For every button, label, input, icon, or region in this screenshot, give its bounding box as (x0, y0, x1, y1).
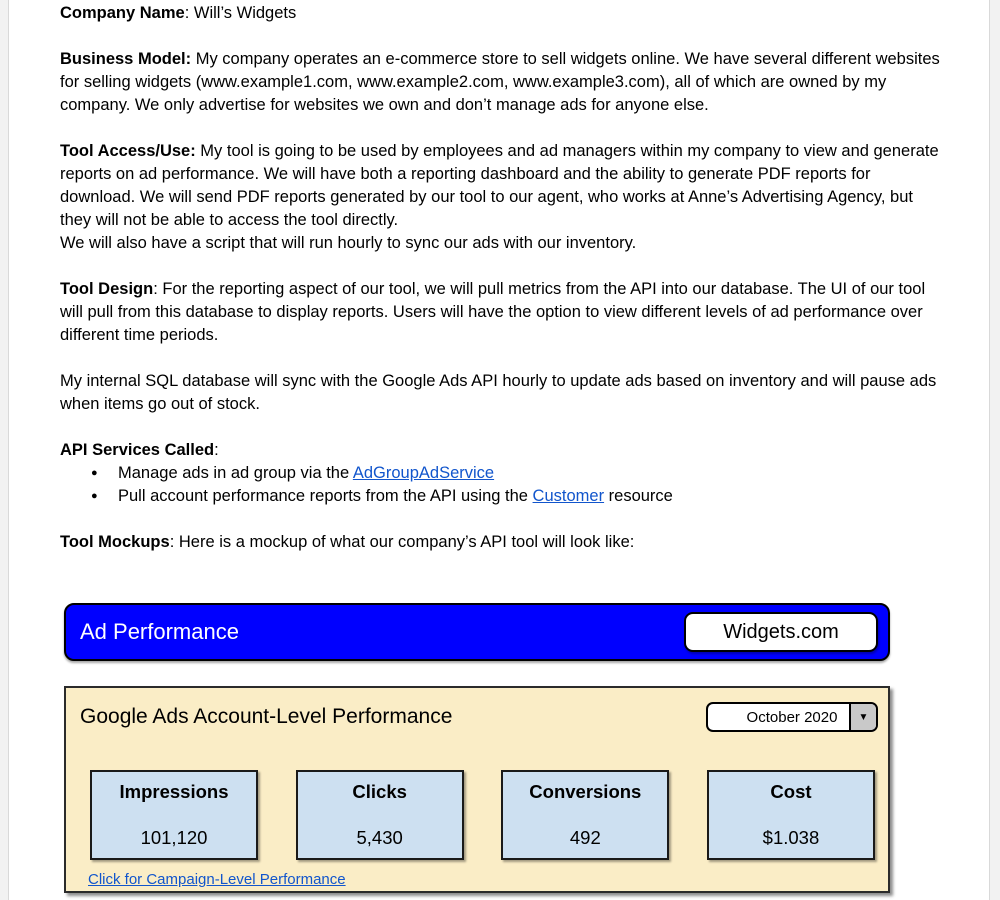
business-model-text: My company operates an e-commerce store to sell widgets online. We have several different websites for selling widgets (www.example1.com, www.example2.com, www.example3.com), all of which are owned by my company. We only advertise for websites we own and don’t manage ads for anyone else. (60, 50, 940, 114)
tool-design-text: : For the reporting aspect of our tool, we will pull metrics from the API into our database. The UI of our tool will pull from this database to display reports. Users will have the option to view different levels of ad performance over different time periods. (60, 280, 926, 344)
metric-card-cost (707, 770, 875, 860)
bullet-item: ● Pull account performance reports from the API using the Customer resource (60, 485, 940, 508)
metric-value: $1.038 (762, 827, 820, 848)
metric-value: 492 (569, 827, 601, 848)
paragraph-tool-mockups (60, 531, 940, 554)
page-edge-left (0, 0, 9, 900)
paragraph-tool-design (60, 278, 940, 347)
paragraph-tool-access (60, 140, 940, 255)
metric-label: Impressions (119, 781, 229, 802)
company-name-value: : Will’s Widgets (184, 4, 297, 22)
widgets-site-button[interactable]: Widgets.com (684, 612, 878, 652)
campaign-level-link[interactable]: Click for Campaign-Level Performance (88, 871, 346, 888)
api-services-heading: API Services Called: (60, 441, 219, 459)
period-dropdown[interactable] (706, 702, 878, 732)
metric-label: Clicks (352, 781, 407, 802)
api-services-list (60, 462, 940, 508)
paragraph-company-name (60, 2, 940, 25)
business-model-label: Business Model: (60, 50, 192, 68)
dropdown-arrow-icon[interactable]: ▼ (849, 704, 876, 730)
metric-label: Conversions (529, 781, 642, 802)
metric-value: 5,430 (356, 827, 403, 848)
customer-link[interactable]: Customer (532, 487, 605, 505)
tool-access-text-2: We will also have a script that will run hourly to sync our ads with our inventory. (60, 234, 637, 252)
metric-card-conversions (501, 770, 669, 860)
tool-design-label: Tool Design (60, 280, 154, 298)
api-services-label: API Services Called (60, 441, 215, 459)
mockup-title: Ad Performance (80, 619, 239, 644)
page-edge-right (989, 0, 1000, 900)
tool-access-text: Tool Access/Use: My tool is going to be used by employees and ad managers within my company to view and generate reports on ad performance. We will have both a reporting dashboard and the ability to generate PDF reports for download. We will send PDF reports generated by our tool to our agent, who works at Anne’s Advertising Agency, but they will not be able to access the tool directly. (60, 142, 939, 229)
metric-value: 101,120 (140, 827, 208, 848)
paragraph-api-services (60, 439, 940, 508)
tool-access-label: Tool Access/Use: (60, 142, 196, 160)
bullet-item: ● Manage ads in ad group via the AdGroupAdService (60, 462, 940, 485)
tool-mockups-label: Tool Mockups (60, 533, 170, 551)
performance-panel (64, 686, 890, 893)
metrics-row (90, 770, 875, 860)
paragraph-sql-note: My internal SQL database will sync with the Google Ads API hourly to update ads based on inventory and will pause ads when items go out of stock. (60, 372, 937, 413)
metric-label: Cost (770, 781, 812, 802)
paragraph-business-model (60, 48, 940, 117)
company-name-label: Company Name (60, 4, 185, 22)
document-body (60, 2, 940, 577)
tool-mockups-text: : Here is a mockup of what our company’s API tool will look like: (169, 533, 635, 551)
adgroupadservice-link[interactable]: AdGroupAdService (352, 464, 495, 482)
mockup-header-bar (64, 603, 890, 661)
metric-card-impressions (90, 770, 258, 860)
period-dropdown-value: October 2020 (746, 708, 838, 726)
panel-title: Google Ads Account-Level Performance (80, 705, 453, 728)
metric-card-clicks (296, 770, 464, 860)
